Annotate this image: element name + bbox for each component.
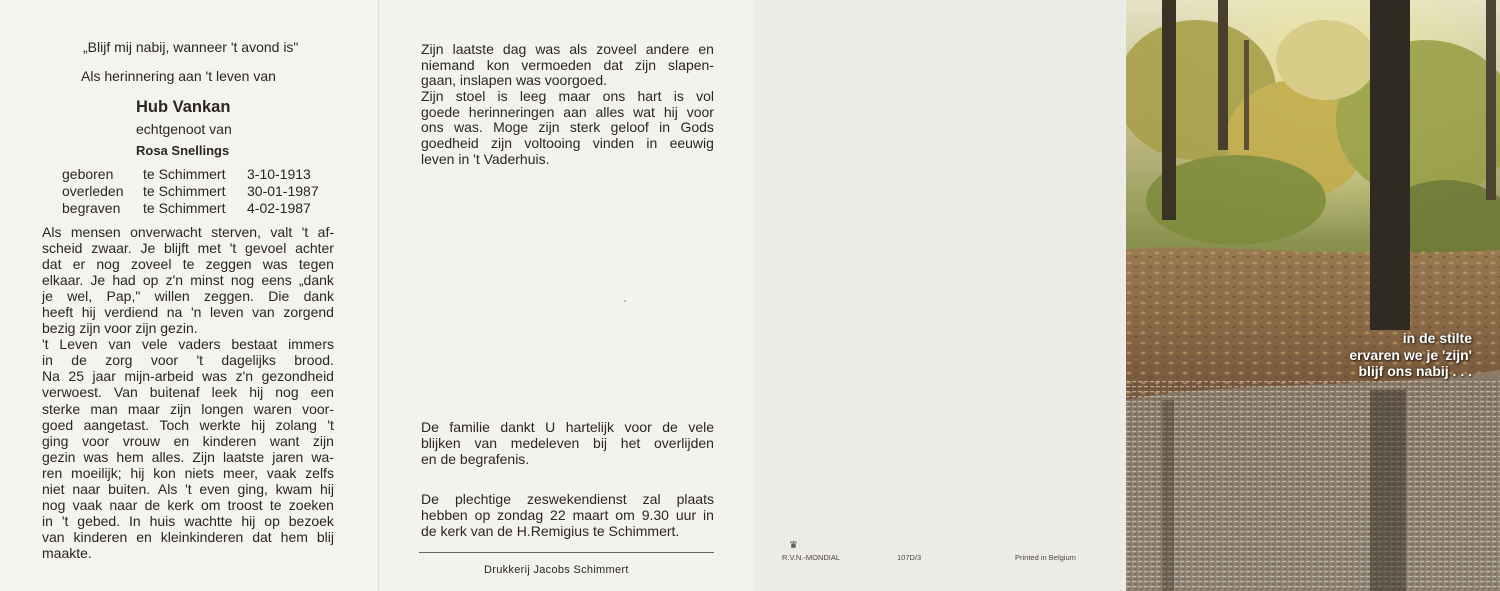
poem-line: ervaren we je 'zijn' bbox=[1349, 346, 1472, 363]
date-row-died bbox=[62, 183, 319, 200]
memorial-text bbox=[42, 224, 334, 561]
service-text bbox=[421, 491, 714, 539]
text-line: bezig zijn voor zijn gezin. bbox=[42, 320, 198, 337]
date-place: te Schimmert bbox=[143, 183, 226, 199]
text-line: goed aangetast. Toch werkte hij zolang 't bbox=[42, 416, 334, 433]
memory-line: Als herinnering aan 't leven van bbox=[81, 68, 276, 84]
opening-quote: „Blijf mij nabij, wanneer 't avond is" bbox=[83, 39, 299, 55]
text-line: Zijn stoel is leeg maar ons hart is vol bbox=[421, 88, 714, 105]
text-line: niet naar buiten. Als 't even ging, kwam hij bbox=[42, 480, 334, 497]
text-line: ging voor vrouw en kinderen want zijn bbox=[42, 432, 334, 449]
text-line: de kerk van de H.Remigius te Schimmert. bbox=[421, 523, 680, 539]
print-speck bbox=[624, 300, 626, 302]
date-value: 3-10-1913 bbox=[247, 166, 311, 182]
publisher-logo-icon: ♛ bbox=[789, 540, 798, 551]
text-line: in 't gebed. In huis wachtte hij op bezoek bbox=[42, 512, 334, 529]
date-value: 4-02-1987 bbox=[247, 200, 311, 216]
text-line: gezin was hem alles. Zijn laatste jaren wa- bbox=[42, 448, 334, 465]
text-line: Na 25 jaar mijn-arbeid was z'n gezondheid bbox=[42, 368, 334, 385]
printer-credit: Drukkerij Jacobs Schimmert bbox=[484, 564, 629, 576]
text-line: van kinderen en kleinkinderen dat hem blij bbox=[42, 528, 334, 545]
date-label: overleden bbox=[62, 183, 124, 199]
text-line: Zijn laatste dag was als zoveel andere en bbox=[421, 41, 714, 57]
text-line: hebben op zondag 22 maart om 9.30 uur in bbox=[421, 507, 714, 523]
text-line: ren moeilijk; hij kon niets meer, vaak zelfs bbox=[42, 464, 334, 481]
text-line: 't Leven van vele vaders bestaat immers bbox=[42, 336, 334, 353]
date-label: begraven bbox=[62, 200, 121, 216]
date-place: te Schimmert bbox=[143, 200, 226, 216]
text-line: goede herinneringen aan alles wat hij voor bbox=[421, 103, 714, 120]
date-row-born bbox=[62, 166, 319, 183]
text-line: leven in 't Vaderhuis. bbox=[421, 150, 550, 167]
text-line: De familie dankt U hartelijk voor de vele bbox=[421, 419, 714, 435]
text-line: Als mensen onverwacht sterven, valt 't af- bbox=[42, 224, 334, 240]
text-line: je wel, Pap," willen zeggen. Die dank bbox=[42, 288, 334, 305]
dates-table bbox=[62, 166, 319, 217]
date-place: te Schimmert bbox=[143, 166, 226, 182]
text-line: dat er nog zoveel te zeggen was tegen bbox=[42, 256, 334, 273]
text-line: sterke man maar zijn longen waren voor- bbox=[42, 400, 334, 417]
text-line: ons was. Moge zijn sterk geloof in Gods bbox=[421, 119, 714, 136]
text-line: maakte. bbox=[42, 544, 92, 561]
card-left-panel bbox=[0, 0, 378, 591]
forest-photo-panel bbox=[1126, 0, 1500, 591]
thanks-text bbox=[421, 419, 714, 467]
last-day-text bbox=[421, 42, 714, 168]
text-line: in de zorg voor 't dagelijks brood. bbox=[42, 352, 334, 369]
date-label: geboren bbox=[62, 166, 114, 182]
forest-photo bbox=[1126, 0, 1500, 591]
poem-line: blijf ons nabij . . . bbox=[1358, 363, 1472, 379]
text-line: verwoest. Van buitenaf leek hij nog een bbox=[42, 384, 334, 401]
text-line: blijken van medeleven bij het overlijden bbox=[421, 435, 714, 451]
text-line: elkaar. Je had op z'n minst nog eens „dank bbox=[42, 272, 334, 289]
text-line: De plechtige zeswekendienst zal plaats bbox=[421, 491, 714, 507]
poem-overlay bbox=[1349, 330, 1472, 380]
date-row-buried bbox=[62, 200, 319, 217]
text-line: gaan, inslapen was voorgoed. bbox=[421, 72, 608, 89]
poem-line: in de stilte bbox=[1402, 330, 1472, 346]
card-back-panel bbox=[754, 0, 1126, 591]
text-line: niemand kon vermoeden dat zijn slapen- bbox=[421, 56, 714, 73]
spouse-name: Rosa Snellings bbox=[136, 143, 230, 158]
card-code: 107D/3 bbox=[897, 553, 922, 562]
printed-in: Printed in Belgium bbox=[1015, 553, 1076, 562]
text-line: en de begrafenis. bbox=[421, 451, 530, 467]
date-value: 30-01-1987 bbox=[247, 183, 319, 199]
text-line: scheid zwaar. Je blijft met 't gevoel achter bbox=[42, 240, 334, 257]
text-line: goedheid zijn voltooing vinden in eeuwig bbox=[421, 135, 714, 152]
divider-line bbox=[419, 552, 714, 553]
deceased-name: Hub Vankan bbox=[136, 98, 231, 116]
spouse-label: echtgenoot van bbox=[136, 121, 232, 137]
text-line: heeft hij verdiend na 'n leven van zorgend bbox=[42, 304, 334, 321]
publisher-name: R.V.N.-MONDIAL bbox=[782, 553, 841, 562]
text-line: nog vaak naar de kerk om troost te zoeken bbox=[42, 496, 334, 513]
